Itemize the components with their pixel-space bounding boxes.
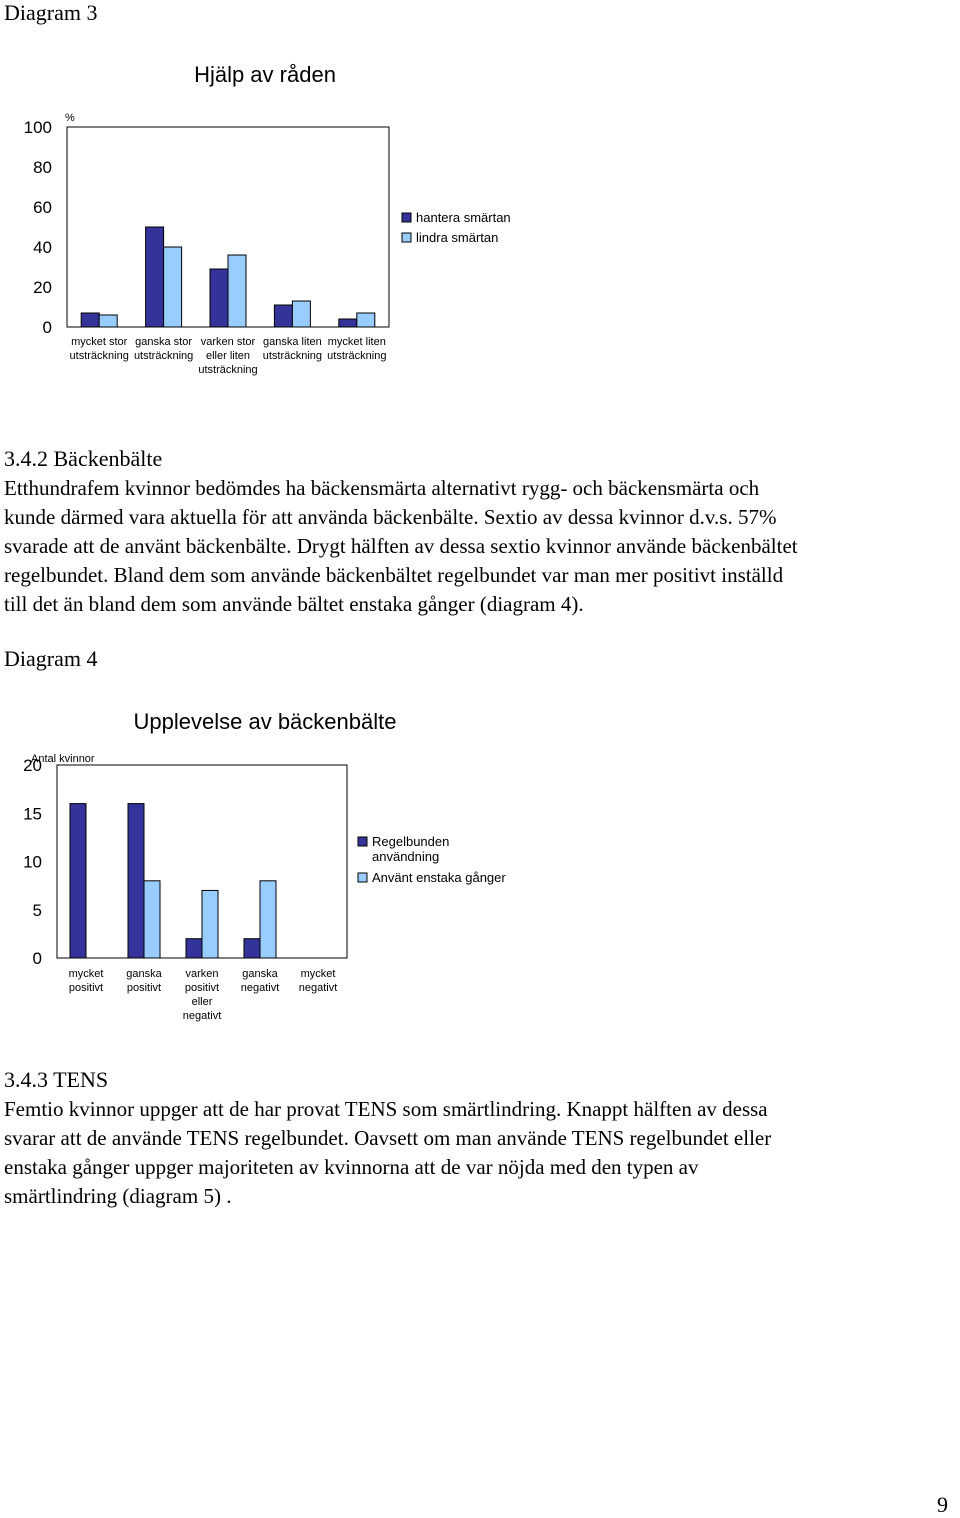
bar xyxy=(260,881,276,958)
section-343-line: smärtlindring (diagram 5) . xyxy=(4,1184,232,1208)
y-tick-label: 5 xyxy=(32,900,42,920)
bar xyxy=(186,939,202,958)
x-tick-label: eller xyxy=(191,996,213,1008)
section-342-line: regelbundet. Bland dem som använde bäckenbältet regelbundet var man mer positivt inställd xyxy=(4,563,784,587)
x-tick-label: utsträckning xyxy=(133,350,194,362)
bar xyxy=(164,247,182,327)
y-tick-label: 20 xyxy=(33,278,52,297)
section-343-heading: 3.4.3 TENS xyxy=(4,1067,109,1092)
y-tick-label: 60 xyxy=(33,198,52,217)
page-number: 9 xyxy=(937,1492,948,1517)
bar xyxy=(339,319,357,327)
y-tick-label: 100 xyxy=(23,118,52,137)
bar xyxy=(81,313,99,327)
legend-swatch xyxy=(358,873,367,882)
x-tick-label: positivt xyxy=(184,982,220,994)
section-343-line: Femtio kvinnor uppger att de har provat TENS som smärtlindring. Knappt hälften av dessa xyxy=(4,1097,768,1121)
section-343-body xyxy=(4,1095,954,1211)
x-tick-label: ganska xyxy=(126,968,162,980)
x-tick-label: mycket xyxy=(68,968,104,980)
y-tick-label: 10 xyxy=(23,852,42,872)
x-tick-label: negativt xyxy=(182,1010,222,1022)
chart-upplevelse-av-backenbalte xyxy=(0,695,560,1030)
section-342-body xyxy=(4,474,954,619)
y-tick-label: 80 xyxy=(33,158,52,177)
x-tick-label: positivt xyxy=(126,982,162,994)
x-tick-label: ganska liten xyxy=(263,336,322,348)
section-343-line: svarar att de använde TENS regelbundet. Oavsett om man använde TENS regelbundet eller xyxy=(4,1126,772,1150)
legend-swatch xyxy=(402,213,411,222)
bar xyxy=(146,227,164,327)
section-343-line: enstaka gånger uppger majoriteten av kvinnorna att de var nöjda med den typen av xyxy=(4,1155,699,1179)
section-342-line: Etthundrafem kvinnor bedömdes ha bäckensmärta alternativt rygg- och bäckensmärta och xyxy=(4,476,760,500)
x-tick-label: ganska xyxy=(242,968,278,980)
bar xyxy=(210,269,228,327)
x-tick-label: mycket stor xyxy=(71,336,128,348)
bar xyxy=(244,939,260,958)
section-342-line: till det än bland dem som använde bältet enstaka gånger (diagram 4). xyxy=(4,592,584,616)
bar xyxy=(144,881,160,958)
chart-hjalp-av-raden xyxy=(0,50,560,390)
legend-swatch xyxy=(358,837,367,846)
diagram4-heading: Diagram 4 xyxy=(4,646,98,671)
x-tick-label: mycket liten xyxy=(327,336,386,348)
y-axis-label: Antal kvinnor xyxy=(31,753,95,765)
y-axis-label: % xyxy=(65,112,75,124)
x-tick-label: utsträckning xyxy=(69,350,129,362)
x-tick-label: negativt xyxy=(298,982,338,994)
legend-label: lindra smärtan xyxy=(416,230,499,245)
x-tick-label: utsträckning xyxy=(327,350,387,362)
y-tick-label: 15 xyxy=(23,804,42,824)
x-tick-label: varken stor xyxy=(200,336,256,348)
bar xyxy=(292,301,310,327)
y-tick-label: 40 xyxy=(33,238,52,257)
bar xyxy=(128,804,144,958)
legend-label: Använt enstaka gånger xyxy=(372,870,506,885)
legend-label: användning xyxy=(372,849,440,864)
section-342-heading: 3.4.2 Bäckenbälte xyxy=(4,446,163,471)
bar xyxy=(202,890,218,958)
x-tick-label: utsträckning xyxy=(198,364,258,376)
x-tick-label: mycket xyxy=(300,968,336,980)
x-tick-label: positivt xyxy=(68,982,104,994)
x-tick-label: utsträckning xyxy=(262,350,323,362)
legend-label: hantera smärtan xyxy=(416,210,511,225)
x-tick-label: varken xyxy=(185,968,219,980)
legend-swatch xyxy=(402,233,411,242)
y-tick-label: 0 xyxy=(32,949,42,968)
x-tick-label: eller liten xyxy=(205,350,251,362)
section-342-line: kunde därmed vara aktuella för att använda bäckenbälte. Sextio av dessa kvinnor d.v.s. 57% xyxy=(4,505,777,529)
legend-label: Regelbunden xyxy=(372,834,450,849)
bar xyxy=(99,315,117,327)
bar xyxy=(357,313,375,327)
bar xyxy=(70,804,86,958)
section-342-line: svarade att de använt bäckenbälte. Drygt hälften av dessa sextio kvinnor använde bäckenbältet xyxy=(4,534,798,558)
bar xyxy=(228,255,246,327)
y-tick-label: 0 xyxy=(42,318,52,337)
chart-title: Upplevelse av bäckenbälte xyxy=(133,709,397,734)
chart-title: Hjälp av råden xyxy=(194,62,336,87)
x-tick-label: negativt xyxy=(240,982,280,994)
y-tick-label: 20 xyxy=(23,756,42,775)
x-tick-label: ganska stor xyxy=(135,336,193,348)
diagram3-heading: Diagram 3 xyxy=(4,0,98,25)
bar xyxy=(274,305,292,327)
